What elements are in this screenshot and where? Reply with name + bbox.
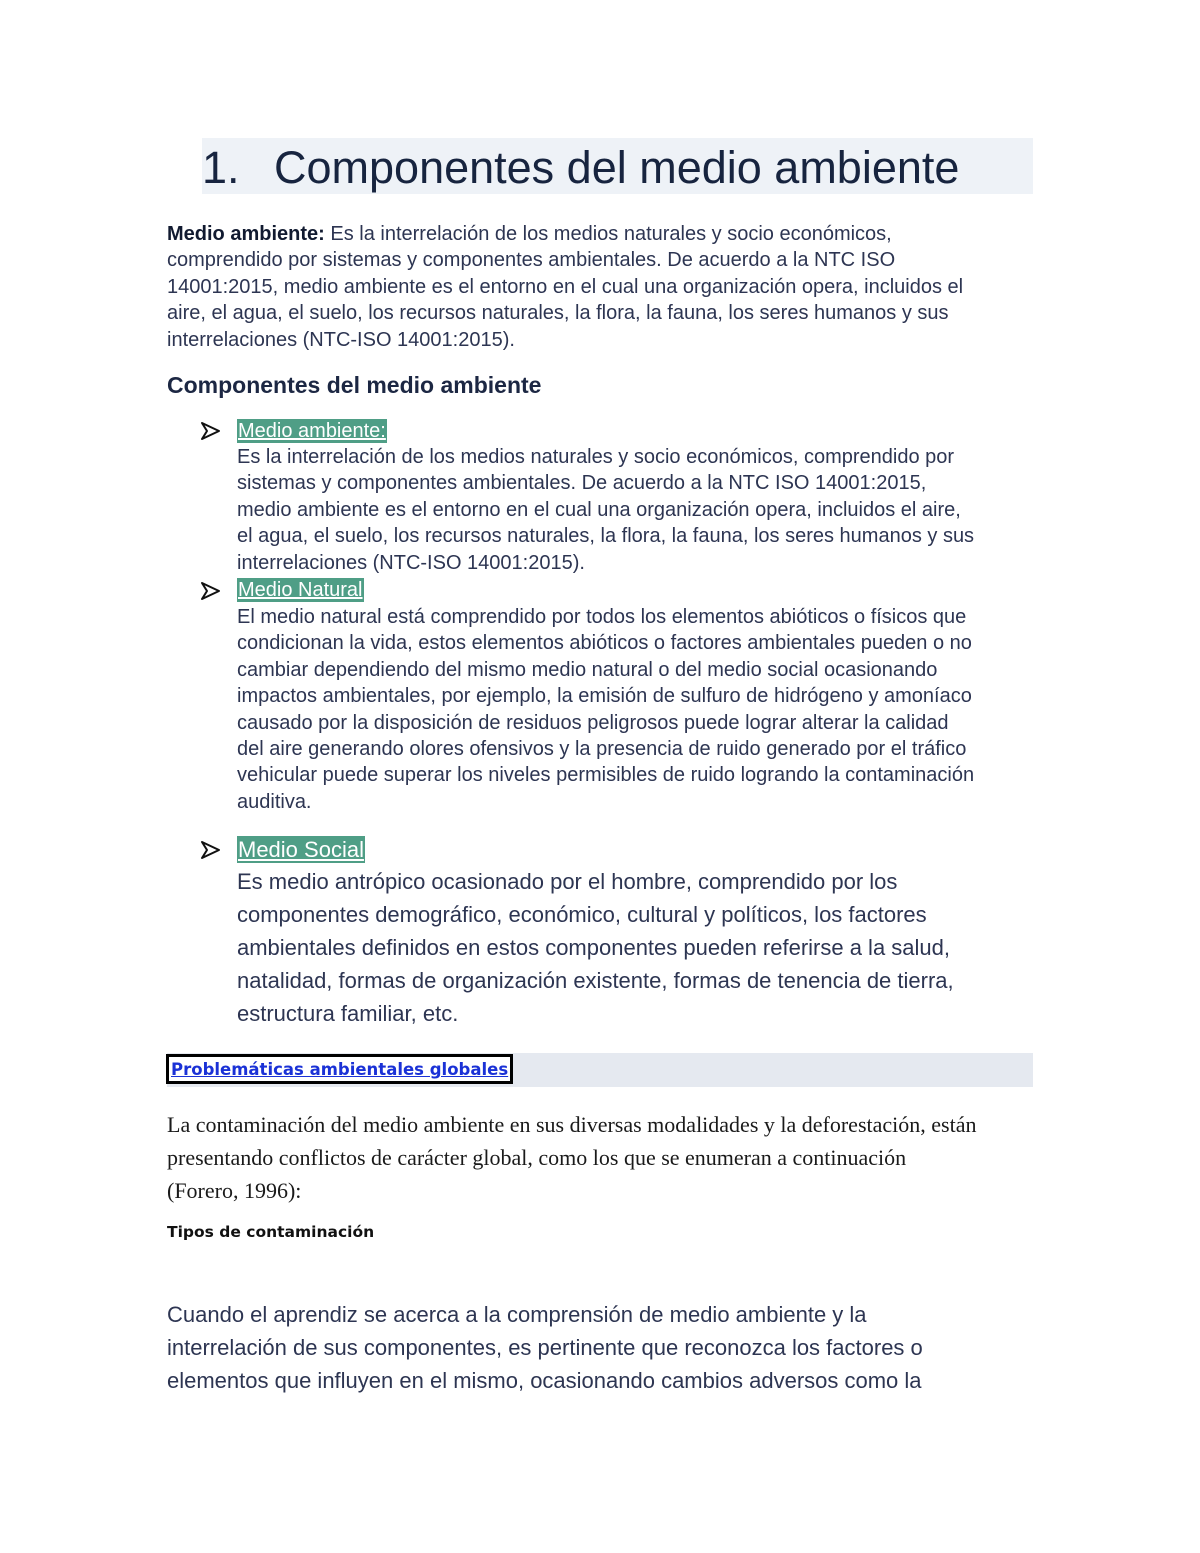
item-title-medio-natural[interactable]: Medio Natural xyxy=(238,579,363,601)
paragraph-line: presentando conflictos de carácter global, como los que se enumeran a continuación xyxy=(167,1145,907,1170)
item-line: ambientales definidos en estos componentes pueden referirse a la salud, xyxy=(237,935,951,960)
item-line: medio ambiente es el entorno en el cual una organización opera, incluidos el aire, xyxy=(237,498,961,521)
arrow-bullet-icon xyxy=(200,840,222,860)
item-body-medio-social xyxy=(237,865,1047,1030)
paragraph-line: elementos que influyen en el mismo, ocasionando cambios adversos como la xyxy=(167,1368,922,1393)
item-line: natalidad, formas de organización existente, formas de tenencia de tierra, xyxy=(237,968,954,993)
item-line: Es la interrelación de los medios naturales y socio económicos, comprendido por xyxy=(237,446,955,468)
item-line: cambiar dependiendo del mismo medio natural o del medio social ocasionando xyxy=(237,658,938,681)
intro-line: 14001:2015, medio ambiente es el entorno en el cual una organización opera, incluidos el xyxy=(167,275,964,298)
item-body-medio-ambiente xyxy=(237,444,1047,576)
closing-paragraph xyxy=(167,1298,1047,1397)
intro-term: Medio ambiente: xyxy=(167,223,325,245)
item-line: El medio natural está comprendido por todos los elementos abióticos o físicos que xyxy=(237,606,967,628)
section-link-problematicas[interactable]: Problemáticas ambientales globales xyxy=(166,1054,513,1084)
paragraph-line: interrelación de sus componentes, es pertinente que reconozca los factores o xyxy=(167,1335,923,1360)
arrow-bullet-icon xyxy=(200,581,222,601)
arrow-bullet-icon xyxy=(200,421,222,441)
paragraph-line: Cuando el aprendiz se acerca a la comprensión de medio ambiente y la xyxy=(167,1302,867,1327)
item-line: sistemas y componentes ambientales. De acuerdo a la NTC ISO 14001:2015, xyxy=(237,472,927,495)
item-title-medio-ambiente[interactable]: Medio ambiente: xyxy=(238,420,386,442)
item-line: interrelaciones (NTC-ISO 14001:2015). xyxy=(237,551,585,574)
item-line: condicionan la vida, estos elementos abióticos o factores ambientales pueden o no xyxy=(237,632,972,655)
item-line: el agua, el suelo, los recursos naturales, la flora, la fauna, los seres humanos y sus xyxy=(237,525,975,548)
intro-line: comprendido por sistemas y componentes ambientales. De acuerdo a la NTC ISO xyxy=(167,249,896,272)
item-line: del aire generando olores ofensivos y la presencia de ruido generado por el tráfico xyxy=(237,738,967,761)
heading1-title: Componentes del medio ambiente xyxy=(274,142,960,193)
heading2: Componentes del medio ambiente xyxy=(167,372,542,398)
heading1-number: 1. xyxy=(202,142,240,193)
item-title-medio-social[interactable]: Medio Social xyxy=(238,837,364,862)
item-line: impactos ambientales, por ejemplo, la emisión de sulfuro de hidrógeno y amoníaco xyxy=(237,685,972,708)
item-line: Es medio antrópico ocasionado por el hombre, comprendido por los xyxy=(237,869,898,894)
item-body-medio-natural xyxy=(237,604,1047,815)
item-line: estructura familiar, etc. xyxy=(237,1001,459,1026)
intro-line: interrelaciones (NTC-ISO 14001:2015). xyxy=(167,328,515,351)
item-line: auditiva. xyxy=(237,790,312,813)
types-heading: Tipos de contaminación xyxy=(167,1223,375,1241)
paragraph-line: La contaminación del medio ambiente en sus diversas modalidades y la deforestación, están xyxy=(167,1112,977,1137)
intro-line xyxy=(167,221,1047,247)
intro-line: aire, el agua, el suelo, los recursos naturales, la flora, la fauna, los seres humanos y sus xyxy=(167,302,949,325)
item-line: vehicular puede superar los niveles permisibles de ruido logrando la contaminación xyxy=(237,764,975,787)
item-line: causado por la disposición de residuos peligrosos puede lograr alterar la calidad xyxy=(237,711,949,734)
contamination-paragraph xyxy=(167,1108,1047,1207)
item-line: componentes demográfico, económico, cultural y políticos, los factores xyxy=(237,902,927,927)
paragraph-line: (Forero, 1996): xyxy=(167,1178,302,1203)
intro-paragraph xyxy=(167,221,1047,353)
intro-line-text: Es la interrelación de los medios naturales y socio económicos, xyxy=(324,223,892,245)
